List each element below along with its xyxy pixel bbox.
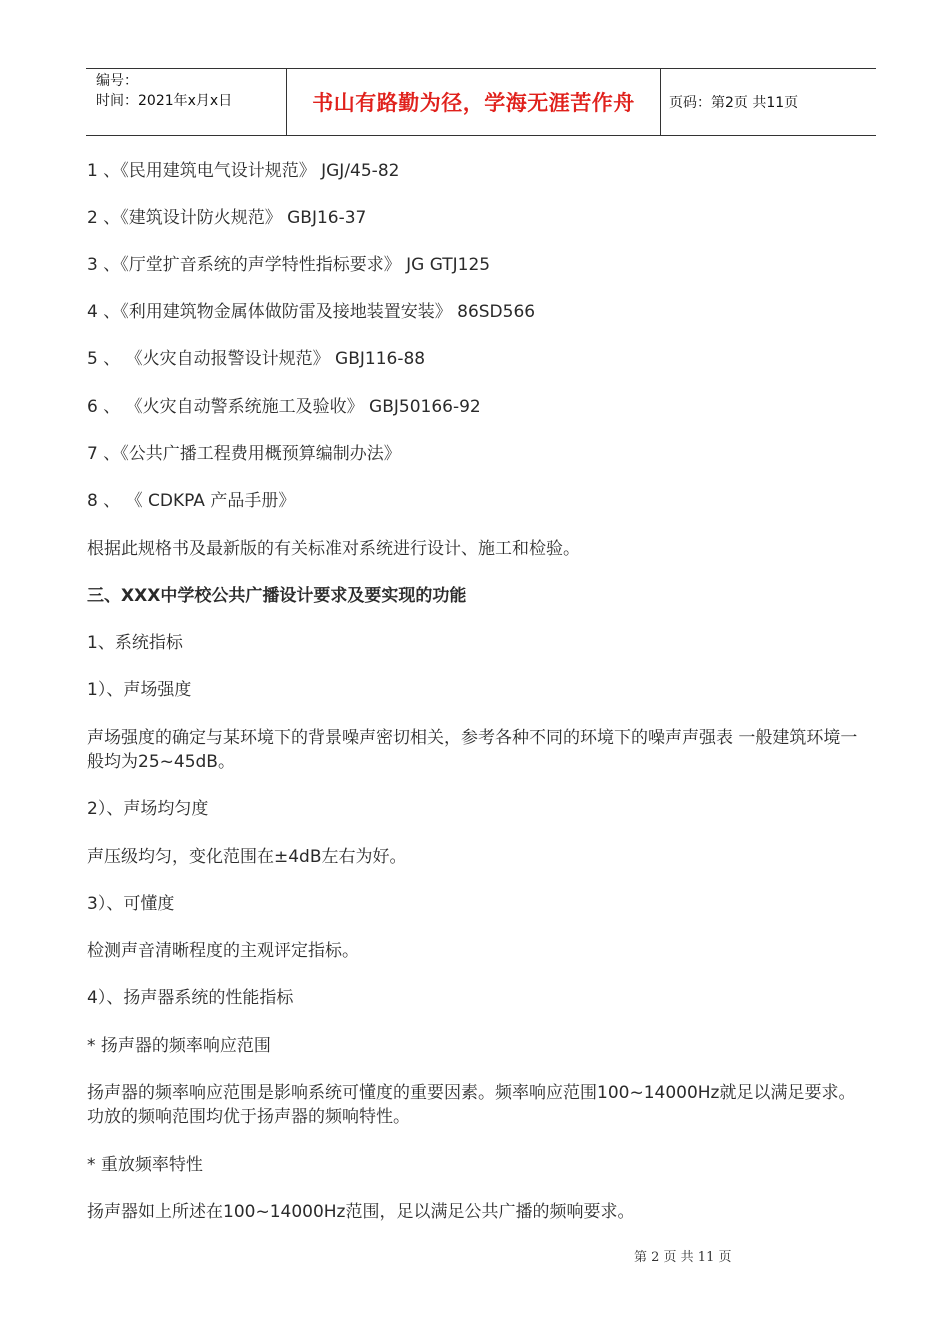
body-paragraph: 声压级均匀，变化范围在±4dB左右为好。 (87, 847, 407, 867)
item-heading: 3）、可懂度 (87, 894, 175, 914)
reference-item-6: 6 、 《火灾自动警系统施工及验收》 GBJ50166-92 (87, 397, 481, 417)
item-heading: 1）、声场强度 (87, 680, 192, 700)
header-time: 时间：2021年x月x日 (96, 93, 233, 109)
reference-item-3: 3 、《厅堂扩音系统的声学特性指标要求》 JG GTJ125 (87, 255, 491, 275)
header-meta (86, 69, 287, 135)
section-heading: 三、XXX中学校公共广播设计要求及要实现的功能 (87, 586, 467, 606)
body-paragraph: 检测声音清晰程度的主观评定指标。 (87, 941, 359, 961)
subsection-heading: 1、系统指标 (87, 633, 183, 653)
item-heading: 4）、扬声器系统的性能指标 (87, 988, 294, 1008)
body-paragraph: 扬声器的频率响应范围是影响系统可懂度的重要因素。频率响应范围100~14000Hz就足以满足要求。功放的频响范围均优于扬声器的频响特性。 (87, 1083, 856, 1127)
reference-item-4: 4 、《利用建筑物金属体做防雷及接地装置安装》 86SD566 (87, 302, 536, 322)
reference-item-7: 7 、《公共广播工程费用概预算编制办法》 (87, 444, 401, 464)
page-header (86, 68, 876, 136)
body-paragraph: 扬声器如上所述在100~14000Hz范围，足以满足公共广播的频响要求。 (87, 1202, 635, 1222)
reference-item-8: 8 、 《 CDKPA 产品手册》 (87, 491, 296, 511)
reference-item-5: 5 、 《火灾自动报警设计规范》 GBJ116-88 (87, 349, 426, 369)
header-code: 编号： (96, 73, 138, 89)
item-heading: 2）、声场均匀度 (87, 799, 209, 819)
page-footer: 第 2 页 共 11 页 (634, 1250, 732, 1265)
reference-item-1: 1 、《民用建筑电气设计规范》 JGJ/45-82 (87, 161, 400, 181)
bullet-heading: * 扬声器的频率响应范围 (87, 1036, 271, 1056)
header-motto: 书山有路勤为径，学海无涯苦作舟 (287, 69, 661, 135)
header-page-number: 页码：第2页 共11页 (669, 95, 799, 111)
bullet-heading: * 重放频率特性 (87, 1155, 203, 1175)
body-paragraph: 根据此规格书及最新版的有关标准对系统进行设计、施工和检验。 (87, 539, 580, 559)
body-paragraph: 声场强度的确定与某环境下的背景噪声密切相关，参考各种不同的环境下的噪声声强表 一般建筑环境一般均为25~45dB。 (87, 728, 858, 772)
reference-item-2: 2 、《建筑设计防火规范》 GBJ16-37 (87, 208, 367, 228)
